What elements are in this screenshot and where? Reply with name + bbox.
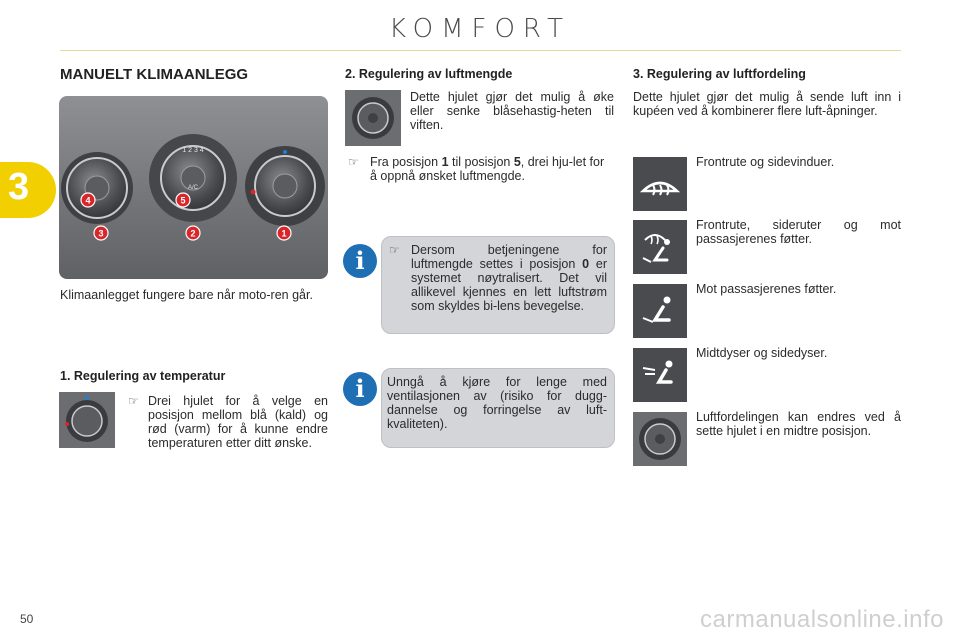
section-title: MANUELT KLIMAANLEGG — [60, 66, 249, 83]
item-1-text: Frontrute og sidevinduer. — [696, 155, 835, 169]
callout-3 — [94, 226, 108, 240]
face-vents-icon — [633, 348, 687, 402]
sec2-text: Dette hjulet gjør det mulig å øke eller senke blåsehastig-heten til viften. — [410, 90, 614, 132]
page-title: KOMFORT — [388, 14, 571, 44]
fan-speed-ticks: 1 2 3 4 — [182, 147, 204, 154]
svg-text:1: 1 — [281, 228, 287, 239]
sec3-text: Dette hjulet gjør det mulig å sende luft inn i kupéen ved å kombinerer flere luft-åpninger. — [633, 90, 901, 118]
callout-1 — [277, 226, 291, 240]
callout-5 — [176, 193, 190, 207]
temperature-knob — [61, 152, 133, 224]
svg-text:2: 2 — [190, 228, 196, 239]
bullet-icon: ☞ — [128, 394, 139, 408]
airflow-knob — [149, 134, 237, 222]
item-2-text: Frontrute, sideruter og mot passasjerenes føtter. — [696, 218, 901, 246]
climate-panel-photo — [59, 96, 328, 279]
sec1-text: Drei hjulet for å velge en posisjon mellom blå (kald) og rød (varm) for å kunne endre temperaturen etter ditt ønske. — [148, 394, 328, 450]
watermark: carmanualsonline.info — [700, 606, 944, 633]
header-rule — [60, 50, 901, 51]
info-icon: i — [343, 372, 377, 406]
bullet-icon: ☞ — [348, 155, 359, 169]
chapter-number: 3 — [8, 166, 30, 208]
svg-text:4: 4 — [85, 195, 91, 206]
page-number: 50 — [20, 612, 34, 626]
info-icon: i — [343, 244, 377, 278]
sec2-heading: 2. Regulering av luftmengde — [345, 67, 513, 81]
sec1-heading: 1. Regulering av temperatur — [60, 369, 226, 383]
item-3-text: Mot passasjerenes føtter. — [696, 282, 837, 296]
callout-2 — [186, 226, 200, 240]
note2-text: Unngå å kjøre for lenge med ventilasjonen av (risiko for dugg-dannelse og forringelse av luft-kvaliteten). — [387, 375, 607, 431]
item-4-text: Midtdyser og sidedyser. — [696, 346, 828, 360]
airflow-knob-thumb — [345, 90, 401, 146]
sec3-heading: 3. Regulering av luftfordeling — [633, 67, 806, 81]
distribution-knob — [245, 146, 325, 226]
bullet-icon: ☞ — [389, 243, 400, 257]
feet-icon — [633, 284, 687, 338]
svg-text:3: 3 — [98, 228, 104, 239]
ac-label: A/C — [187, 185, 199, 191]
sec2-bullet: Fra posisjon 1 til posisjon 5, drei hju-let for å oppnå ønsket luftmengde. — [370, 155, 605, 183]
svg-text:5: 5 — [180, 195, 186, 206]
windscreen-defrost-icon — [633, 157, 687, 211]
distribution-knob-icon — [633, 412, 687, 466]
windscreen-feet-icon — [633, 220, 687, 274]
intro-text: Klimaanlegget fungere bare når moto-ren går. — [60, 288, 313, 302]
callout-4 — [81, 193, 95, 207]
note1-text: Dersom betjeningene for luftmengde settes i posisjon 0 er systemet nøytralisert. Det vil allikevel kjennes en lett luftstrøm som skyldes bi-lens bevegelse. — [411, 243, 607, 313]
item-5-text: Luftfordelingen kan endres ved å sette hjulet i en midtre posisjon. — [696, 410, 901, 438]
temperature-knob-thumb — [59, 392, 115, 448]
climate-panel-illustration — [59, 96, 328, 279]
